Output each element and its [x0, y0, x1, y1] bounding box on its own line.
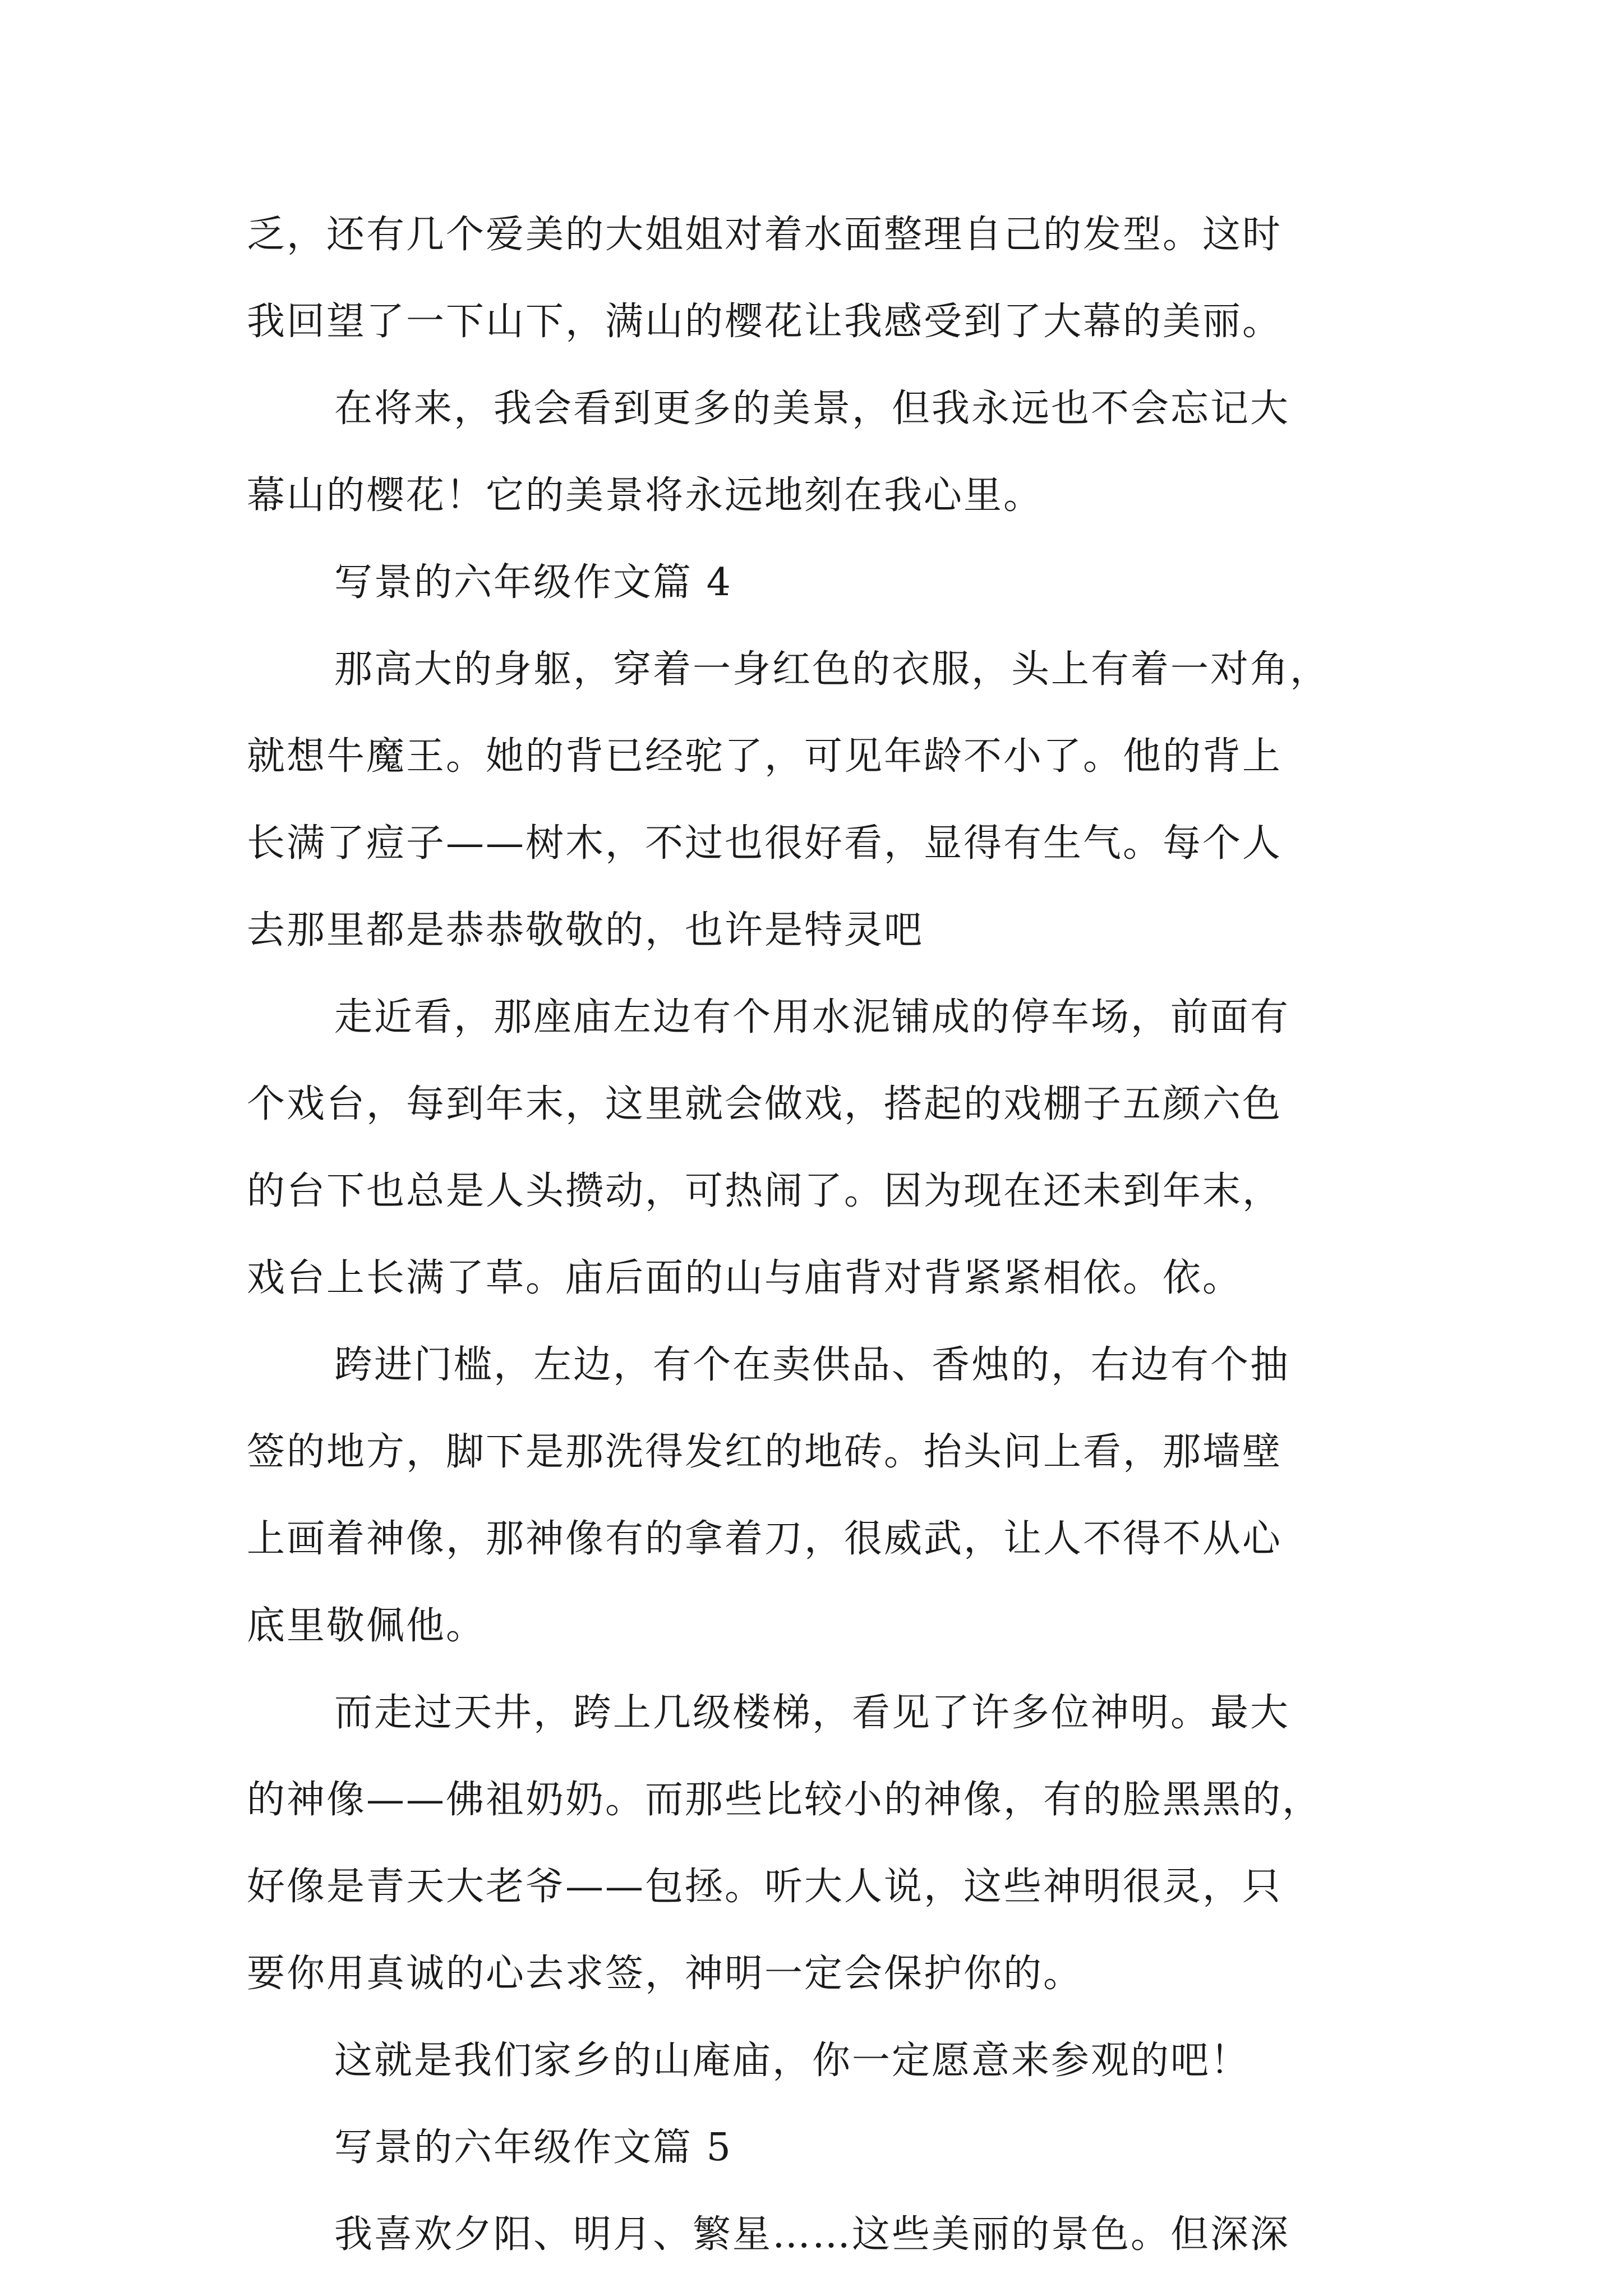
paragraph-start: 跨进门槛，左边，有个在卖供品、香烛的，右边有个抽 — [334, 1343, 1290, 1387]
text-line: 去那里都是恭恭敬敬的，也许是特灵吧 — [247, 908, 924, 953]
paragraph-start: 走近看，那座庙左边有个用水泥铺成的停车场，前面有 — [334, 995, 1290, 1039]
text-line: 乏，还有几个爱美的大姐姐对着水面整理自己的发型。这时 — [247, 213, 1283, 257]
text-line: 幕山的樱花！它的美景将永远地刻在我心里。 — [247, 473, 1044, 518]
text-line: 就想牛魔王。她的背已经驼了，可见年龄不小了。他的背上 — [247, 734, 1283, 779]
paragraph-start: 我喜欢夕阳、明月、繁星……这些美丽的景色。但深深 — [334, 2212, 1290, 2257]
paragraph-start: 这就是我们家乡的山庵庙，你一定愿意来参观的吧！ — [334, 2039, 1251, 2083]
text-line: 个戏台，每到年末，这里就会做戏，搭起的戏棚子五颜六色 — [247, 1082, 1283, 1126]
text-line: 我回望了一下山下，满山的樱花让我感受到了大幕的美丽。 — [247, 300, 1283, 344]
text-line: 的台下也总是人头攒动，可热闹了。因为现在还未到年末， — [247, 1169, 1283, 1213]
paragraph-start: 在将来，我会看到更多的美景，但我永远也不会忘记大 — [334, 386, 1290, 431]
paragraph-start: 而走过天井，跨上几级楼梯，看见了许多位神明。最大 — [334, 1691, 1290, 1735]
text-line: 的神像——佛祖奶奶。而那些比较小的神像，有的脸黑黑的， — [247, 1778, 1322, 1822]
text-line: 戏台上长满了草。庙后面的山与庙背对背紧紧相依。依。 — [247, 1256, 1243, 1300]
section-heading: 写景的六年级作文篇 5 — [334, 2125, 732, 2170]
text-line: 上画着神像，那神像有的拿着刀，很威武，让人不得不从心 — [247, 1517, 1283, 1561]
section-heading: 写景的六年级作文篇 4 — [334, 560, 732, 605]
text-line: 底里敬佩他。 — [247, 1604, 486, 1648]
paragraph-start: 那高大的身躯，穿着一身红色的衣服，头上有着一对角， — [334, 647, 1330, 692]
text-line: 要你用真诚的心去求签，神明一定会保护你的。 — [247, 1952, 1083, 1996]
text-line: 好像是青天大老爷——包拯。听大人说，这些神明很灵，只 — [247, 1865, 1283, 1909]
text-line: 长满了痘子——树木，不过也很好看，显得有生气。每个人 — [247, 821, 1283, 866]
text-line: 签的地方，脚下是那洗得发红的地砖。抬头问上看，那墙壁 — [247, 1430, 1283, 1474]
